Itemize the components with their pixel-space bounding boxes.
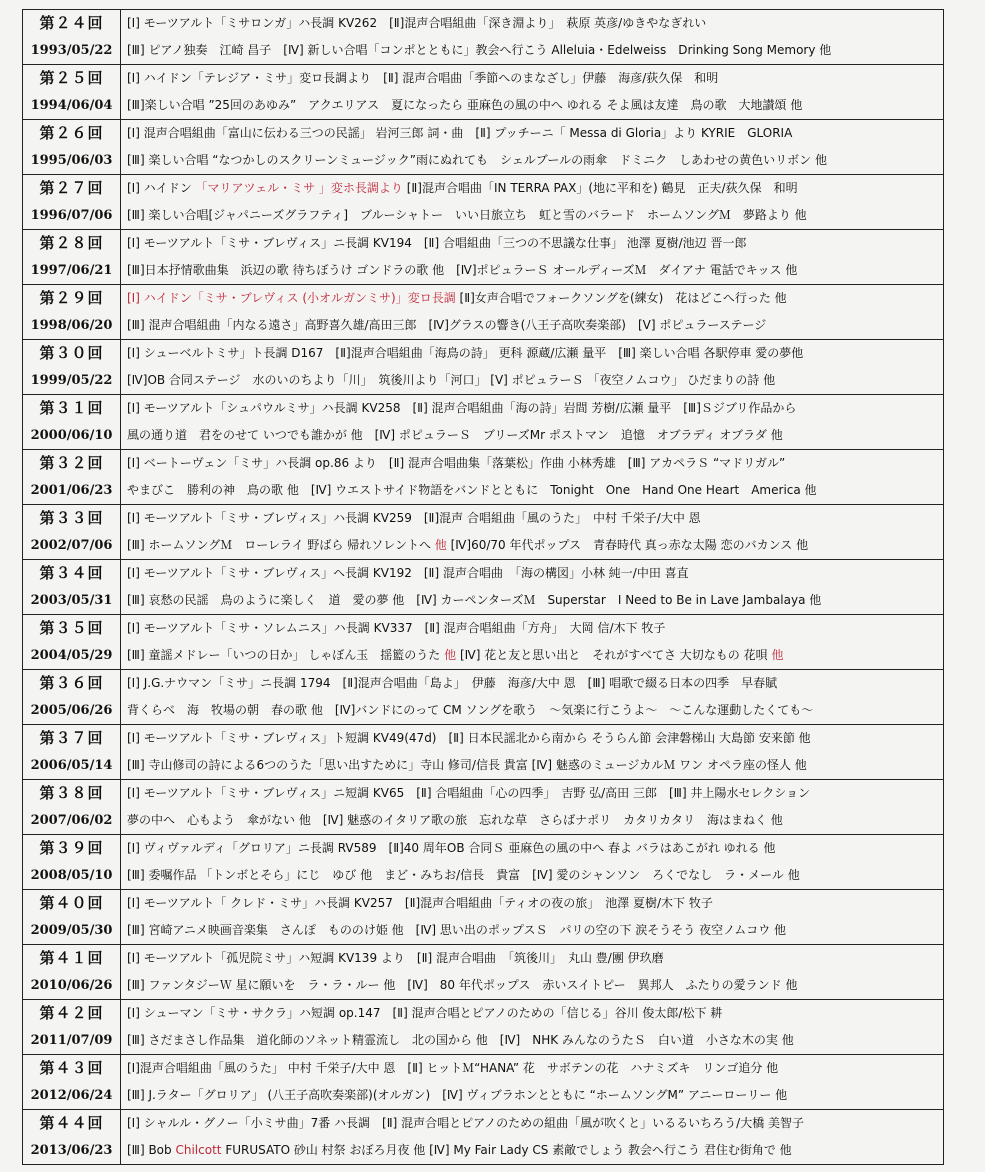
concert-row <box>23 285 944 340</box>
program-line-2: [Ⅲ] ピアノ独奏 江崎 昌子 [Ⅳ] 新しい合唱「コンポとともに」教会へ行こう Alleluia・Edelweiss Drinking Song Memory 他 <box>127 43 832 57</box>
concert-number: 第３２回 <box>39 454 104 472</box>
concert-number: 第４１回 <box>39 949 104 967</box>
concert-info-cell <box>23 1000 121 1055</box>
concert-info-cell <box>23 65 121 120</box>
concert-number: 第３１回 <box>39 399 104 417</box>
program-line-2 <box>127 532 943 559</box>
concert-number: 第２４回 <box>39 14 104 32</box>
program-line-1: [Ⅰ] ベートーヴェン「ミサ」ハ長調 op.86 より [Ⅱ] 混声合唱曲集「落葉松」作曲 小林秀雄 [Ⅲ] アカペラＳ “マドリガル” <box>127 456 786 470</box>
program-line-1: [Ⅰ] モーツアルト「ミサロンガ」ハ長調 KV262 [Ⅱ]混声合唱組曲「深き淵より」 萩原 英彦/ゆきやなぎれい <box>127 16 707 30</box>
program-line-1: [Ⅰ] 混声合唱組曲「富山に伝わる三つの民謡」 岩河三郎 詞・曲 [Ⅱ] プッチーニ「 Messa di Gloria」より KYRIE GLORIA <box>127 126 793 140</box>
concert-date: 2009/05/30 <box>30 923 113 938</box>
program-line-1: [Ⅰ] モーツアルト「ミサ・ブレヴィス」ト短調 KV49(47d) [Ⅱ] 日本民謡北から南から そうらん節 会津磐梯山 大島節 安来節 他 <box>127 731 811 745</box>
program-text: [Ⅲ] 童謡メドレー「いつの日か」 しゃぼん玉 揺籃のうた <box>127 648 441 662</box>
concert-date: 2013/06/23 <box>30 1143 113 1158</box>
concert-row <box>23 1000 944 1055</box>
program-text: [Ⅲ] ホームソングＭ ローレライ 野ばら 帰れソレントへ <box>127 538 431 552</box>
program-highlight-text: 「マリアツェル・ミサ 」変ホ長調より <box>195 181 403 195</box>
concert-info-cell <box>23 230 121 285</box>
program-line-1: [Ⅰ] モーツアルト「 クレド・ミサ」ハ長調 KV257 [Ⅱ]混声合唱組曲「ティオの夜の旅」 池澤 夏樹/木下 牧子 <box>127 896 713 910</box>
concert-row <box>23 945 944 1000</box>
concert-info-cell <box>23 175 121 230</box>
concert-date: 1998/06/20 <box>30 318 113 333</box>
concert-number: 第２６回 <box>39 124 104 142</box>
concert-rows <box>23 10 944 1165</box>
program-line-2: [Ⅲ] 混声合唱組曲「内なる遠さ」高野喜久雄/高田三郎 [Ⅳ]グラスの響き(八王子高吹奏楽部) [Ⅴ] ポピュラーステージ <box>127 318 767 332</box>
program-text: [Ⅳ]60/70 年代ポップス 青春時代 真っ赤な太陽 恋のバカンス 他 <box>450 538 809 552</box>
concert-row <box>23 230 944 285</box>
program-text: [Ⅱ]女声合唱でフォークソングを(練女) 花はどこへ行った 他 <box>459 291 787 305</box>
program-cell <box>121 175 944 230</box>
concert-info-cell <box>23 395 121 450</box>
concert-date: 1993/05/22 <box>30 43 113 58</box>
program-line-2: やまびこ 勝利の神 鳥の歌 他 [Ⅳ] ウエストサイド物語をバンドとともに Tonight One Hand One Heart America 他 <box>127 483 817 497</box>
concert-info-cell <box>23 670 121 725</box>
program-line-2: 背くらべ 海 牧場の朝 春の歌 他 [Ⅳ]バンドにのって CM ソングを歌う ～気楽に行こうよ～ ～こんな運動したくても～ <box>127 703 814 717</box>
program-line-2: [Ⅲ] 委嘱作品 「トンボとそら」にじ ゆび 他 まど・みちお/信長 貴富 [Ⅳ] 愛のシャンソン ろくでなし ラ・メール 他 <box>127 868 800 882</box>
concert-row <box>23 835 944 890</box>
program-cell <box>121 230 944 285</box>
concert-date: 2007/06/02 <box>30 813 113 828</box>
program-cell <box>121 725 944 780</box>
concert-row <box>23 890 944 945</box>
concert-row <box>23 1055 944 1110</box>
program-line-2: [Ⅲ]日本抒情歌曲集 浜辺の歌 待ちぼうけ ゴンドラの歌 他 [Ⅳ]ポピュラーＳ オールディーズＭ ダイアナ 電話でキッス 他 <box>127 263 798 277</box>
program-text: FURUSATO 砂山 村祭 おぼろ月夜 他 [Ⅳ] My Fair Lady CS 素敵でしょう 教会へ行こう 君住む街角で 他 <box>225 1143 792 1157</box>
concert-date: 2006/05/14 <box>30 758 113 773</box>
concert-date: 1995/06/03 <box>30 153 113 168</box>
concert-date: 2004/05/29 <box>30 648 113 663</box>
concert-info-cell <box>23 285 121 340</box>
program-cell <box>121 1055 944 1110</box>
concert-row <box>23 615 944 670</box>
program-line-1: [Ⅰ] モーツアルト「シュパウルミサ」ハ長調 KV258 [Ⅱ] 混声合唱組曲「海の詩」岩間 芳樹/広瀬 量平 [Ⅲ]Ｓジブリ作品から <box>127 401 797 415</box>
program-line-2: [Ⅲ] 楽しい合唱[ジャパニーズグラフティ] ブルーシャトー いい日旅立ち 虹と雪のバラード ホームソングＭ 夢路より 他 <box>127 208 807 222</box>
program-cell <box>121 780 944 835</box>
concert-date: 2005/06/26 <box>30 703 113 718</box>
concert-row <box>23 450 944 505</box>
program-cell <box>121 395 944 450</box>
program-line-1: [Ⅰ] シャルル・グノー「小ミサ曲」7番 ハ長調 [Ⅱ] 混声合唱とピアノのための組曲「風が吹くと」いるるいちろう/大橋 美智子 <box>127 1116 805 1130</box>
program-text: [Ⅱ]混声合唱曲「IN TERRA PAX」(地に平和を) 鶴見 正夫/荻久保 和明 <box>406 181 798 195</box>
program-line-1: [Ⅰ] モーツアルト「ミサ・ソレムニス」ハ長調 KV337 [Ⅱ] 混声合唱組曲「方舟」 大岡 信/木下 牧子 <box>127 621 666 635</box>
program-line-1: [Ⅰ]混声合唱組曲「風のうた」 中村 千栄子/大中 恩 [Ⅱ] ヒットＭ“HANA” 花 サボテンの花 ハナミズキ リンゴ追分 他 <box>127 1061 779 1075</box>
program-text: [Ⅲ] Bob <box>127 1143 172 1157</box>
concert-number: 第３９回 <box>39 839 104 857</box>
concert-date: 2012/06/24 <box>30 1088 113 1103</box>
program-line-1: [Ⅰ] モーツアルト「ミサ・ブレヴィス」ニ短調 KV65 [Ⅱ] 合唱組曲「心の四季」 吉野 弘/高田 三郎 [Ⅲ] 井上陽水セレクション <box>127 786 810 800</box>
concert-number: 第３８回 <box>39 784 104 802</box>
concert-number: 第２８回 <box>39 234 104 252</box>
program-line-2: 夢の中へ 心もよう 傘がない 他 [Ⅳ] 魅惑のイタリア歌の旅 忘れな草 さらばナポリ カタリカタリ 海はまねく 他 <box>127 813 783 827</box>
concert-date: 2008/05/10 <box>30 868 113 883</box>
concert-number: 第３６回 <box>39 674 104 692</box>
program-line-1 <box>127 285 943 312</box>
program-highlight-text: [Ⅰ] ハイドン「ミサ・ブレヴィス (小オルガンミサ)」変ロ長調 <box>127 291 456 305</box>
concert-number: 第４０回 <box>39 894 104 912</box>
program-text: [Ⅰ] ハイドン <box>127 181 192 195</box>
concert-info-cell <box>23 725 121 780</box>
concert-row <box>23 1110 944 1165</box>
program-cell <box>121 890 944 945</box>
concert-date: 2001/06/23 <box>30 483 113 498</box>
program-line-1: [Ⅰ] シューマン「ミサ・サクラ」ハ短調 op.147 [Ⅱ] 混声合唱とピアノのための「信じる」谷川 俊太郎/松下 耕 <box>127 1006 723 1020</box>
program-line-2 <box>127 1137 943 1164</box>
concert-number: 第３５回 <box>39 619 104 637</box>
concert-row <box>23 65 944 120</box>
concert-row <box>23 175 944 230</box>
concert-row <box>23 120 944 175</box>
concert-info-cell <box>23 780 121 835</box>
program-line-1: [Ⅰ] ハイドン「テレジア・ミサ」変ロ長調より [Ⅱ] 混声合唱曲「季節へのまなざし」伊藤 海彦/荻久保 和明 <box>127 71 719 85</box>
program-line-1: [Ⅰ] モーツアルト「ミサ・ブレヴィス」ニ長調 KV194 [Ⅱ] 合唱組曲「三つの不思議な仕事」 池澤 夏樹/池辺 晋一郎 <box>127 236 747 250</box>
program-highlight-text: 他 <box>771 648 784 662</box>
concert-date: 1999/05/22 <box>30 373 113 388</box>
concert-number: 第４３回 <box>39 1059 104 1077</box>
program-line-1: [Ⅰ] シューベルトミサ」ト長調 D167 [Ⅱ]混声合唱組曲「海鳥の詩」 更科 源蔵/広瀬 量平 [Ⅲ] 楽しい合唱 各駅停車 愛の夢他 <box>127 346 804 360</box>
concert-row <box>23 505 944 560</box>
program-cell <box>121 1110 944 1165</box>
program-text: [Ⅳ] 花と友と思い出と それがすべてさ 大切なもの 花唄 <box>459 648 768 662</box>
program-line-1: [Ⅰ] J.G.ナウマン「ミサ」ニ長調 1794 [Ⅱ]混声合唱曲「島よ」 伊藤 海彦/大中 恩 [Ⅲ] 唱歌で綴る日本の四季 早春賦 <box>127 676 778 690</box>
concert-date: 2010/06/26 <box>30 978 113 993</box>
program-line-2: 風の通り道 君をのせて いつでも誰かが 他 [Ⅳ] ポピュラーＳ ブリーズMr ポストマン 追憶 オブラディ オブラダ 他 <box>127 428 783 442</box>
program-cell <box>121 340 944 395</box>
concert-number: 第２７回 <box>39 179 104 197</box>
concert-row <box>23 395 944 450</box>
program-highlight-text: 他 <box>434 538 447 552</box>
concert-info-cell <box>23 340 121 395</box>
program-cell <box>121 120 944 175</box>
concert-row <box>23 670 944 725</box>
concert-history-table <box>22 9 944 1165</box>
program-line-1: [Ⅰ] ヴィヴァルディ「グロリア」ニ長調 RV589 [Ⅱ]40 周年OB 合同Ｓ 亜麻色の風の中へ 春よ バラはあこがれ ゆれる 他 <box>127 841 776 855</box>
concert-row <box>23 340 944 395</box>
concert-info-cell <box>23 10 121 65</box>
program-line-2: [Ⅲ]楽しい合唱 ”25回のあゆみ” アクエリアス 夏になったら 亜麻色の風の中へ ゆれる そよ風は友達 鳥の歌 大地讃頌 他 <box>127 98 803 112</box>
program-cell <box>121 560 944 615</box>
concert-number: 第２５回 <box>39 69 104 87</box>
concert-number: 第４２回 <box>39 1004 104 1022</box>
concert-row <box>23 725 944 780</box>
concert-number: 第３４回 <box>39 564 104 582</box>
concert-info-cell <box>23 560 121 615</box>
program-line-2: [Ⅲ] J.ラター「グロリア」 (八王子高吹奏楽部)(オルガン) [Ⅳ] ヴィブラホンとともに “ホームソングM” アニーローリー 他 <box>127 1088 788 1102</box>
program-line-2: [Ⅲ] 寺山修司の詩による6つのうた「思い出すために」寺山 修司/信長 貴富 [Ⅳ] 魅惑のミュージカルＭ ワン オペラ座の怪人 他 <box>127 758 807 772</box>
concert-row <box>23 10 944 65</box>
concert-row <box>23 780 944 835</box>
program-line-2: [Ⅳ]OB 合同ステージ 水のいのちより「川」 筑後川より「河口」 [Ⅴ] ポピュラーＳ 「夜空ノムコウ」 ひだまりの詩 他 <box>127 373 776 387</box>
program-cell <box>121 670 944 725</box>
concert-info-cell <box>23 1110 121 1165</box>
concert-info-cell <box>23 835 121 890</box>
program-line-2: [Ⅲ] 哀愁の民謡 鳥のように楽しく 道 愛の夢 他 [Ⅳ] カーペンターズＭ Superstar I Need to Be in Lave Jambalaya 他 <box>127 593 822 607</box>
program-cell <box>121 10 944 65</box>
program-cell <box>121 450 944 505</box>
concert-date: 1996/07/06 <box>30 208 113 223</box>
program-cell <box>121 615 944 670</box>
concert-date: 1994/06/04 <box>30 98 113 113</box>
concert-info-cell <box>23 450 121 505</box>
program-highlight-text: 他 <box>444 648 457 662</box>
concert-date: 2002/07/06 <box>30 538 113 553</box>
program-line-2: [Ⅲ] 楽しい合唱 “なつかしのスクリーンミュージック”雨にぬれても シェルブールの雨傘 ドミニク しあわせの黄色いリボン 他 <box>127 153 827 167</box>
program-line-1: [Ⅰ] モーツアルト「孤児院ミサ」ハ短調 KV139 より [Ⅱ] 混声合唱曲 「筑後川」 丸山 豊/團 伊玖磨 <box>127 951 664 965</box>
concert-info-cell <box>23 890 121 945</box>
program-highlight-text: Chilcott <box>175 1143 222 1157</box>
program-line-1: [Ⅰ] モーツアルト「ミサ・ブレヴィス」ヘ長調 KV192 [Ⅱ] 混声合唱曲 「海の構図」小林 純一/中田 喜直 <box>127 566 689 580</box>
program-cell <box>121 835 944 890</box>
concert-number: 第３３回 <box>39 509 104 527</box>
program-cell <box>121 505 944 560</box>
concert-date: 2000/06/10 <box>30 428 113 443</box>
concert-number: 第３０回 <box>39 344 104 362</box>
concert-date: 1997/06/21 <box>30 263 113 278</box>
program-cell <box>121 1000 944 1055</box>
program-cell <box>121 945 944 1000</box>
concert-info-cell <box>23 945 121 1000</box>
concert-number: 第３７回 <box>39 729 104 747</box>
program-cell <box>121 285 944 340</box>
program-line-2: [Ⅲ] さだまさし作品集 道化師のソネット精霊流し 北の国から 他 [Ⅳ] NHK みんなのうたＳ 白い道 小さな木の実 他 <box>127 1033 794 1047</box>
concert-info-cell <box>23 505 121 560</box>
concert-date: 2003/05/31 <box>30 593 113 608</box>
program-line-1 <box>127 175 943 202</box>
concert-row <box>23 560 944 615</box>
program-cell <box>121 65 944 120</box>
concert-number: 第２９回 <box>39 289 104 307</box>
program-line-2: [Ⅲ] ファンタジーＷ 星に願いを ラ・ラ・ルー 他 [Ⅳ] 80 年代ポップス 赤いスイトピー 異邦人 ふたりの愛ランド 他 <box>127 978 798 992</box>
concert-info-cell <box>23 1055 121 1110</box>
program-line-2 <box>127 642 943 669</box>
concert-info-cell <box>23 120 121 175</box>
concert-info-cell <box>23 615 121 670</box>
program-line-1: [Ⅰ] モーツアルト「ミサ・ブレヴィス」ハ長調 KV259 [Ⅱ]混声 合唱組曲「風のうた」 中村 千栄子/大中 恩 <box>127 511 701 525</box>
concert-number: 第４４回 <box>39 1114 104 1132</box>
program-line-2: [Ⅲ] 宮崎アニメ映画音楽集 さんぽ もののけ姫 他 [Ⅳ] 思い出のポップスＳ パリの空の下 涙そうそう 夜空ノムコウ 他 <box>127 923 787 937</box>
concert-history-sheet <box>22 9 944 1165</box>
concert-date: 2011/07/09 <box>30 1033 113 1048</box>
